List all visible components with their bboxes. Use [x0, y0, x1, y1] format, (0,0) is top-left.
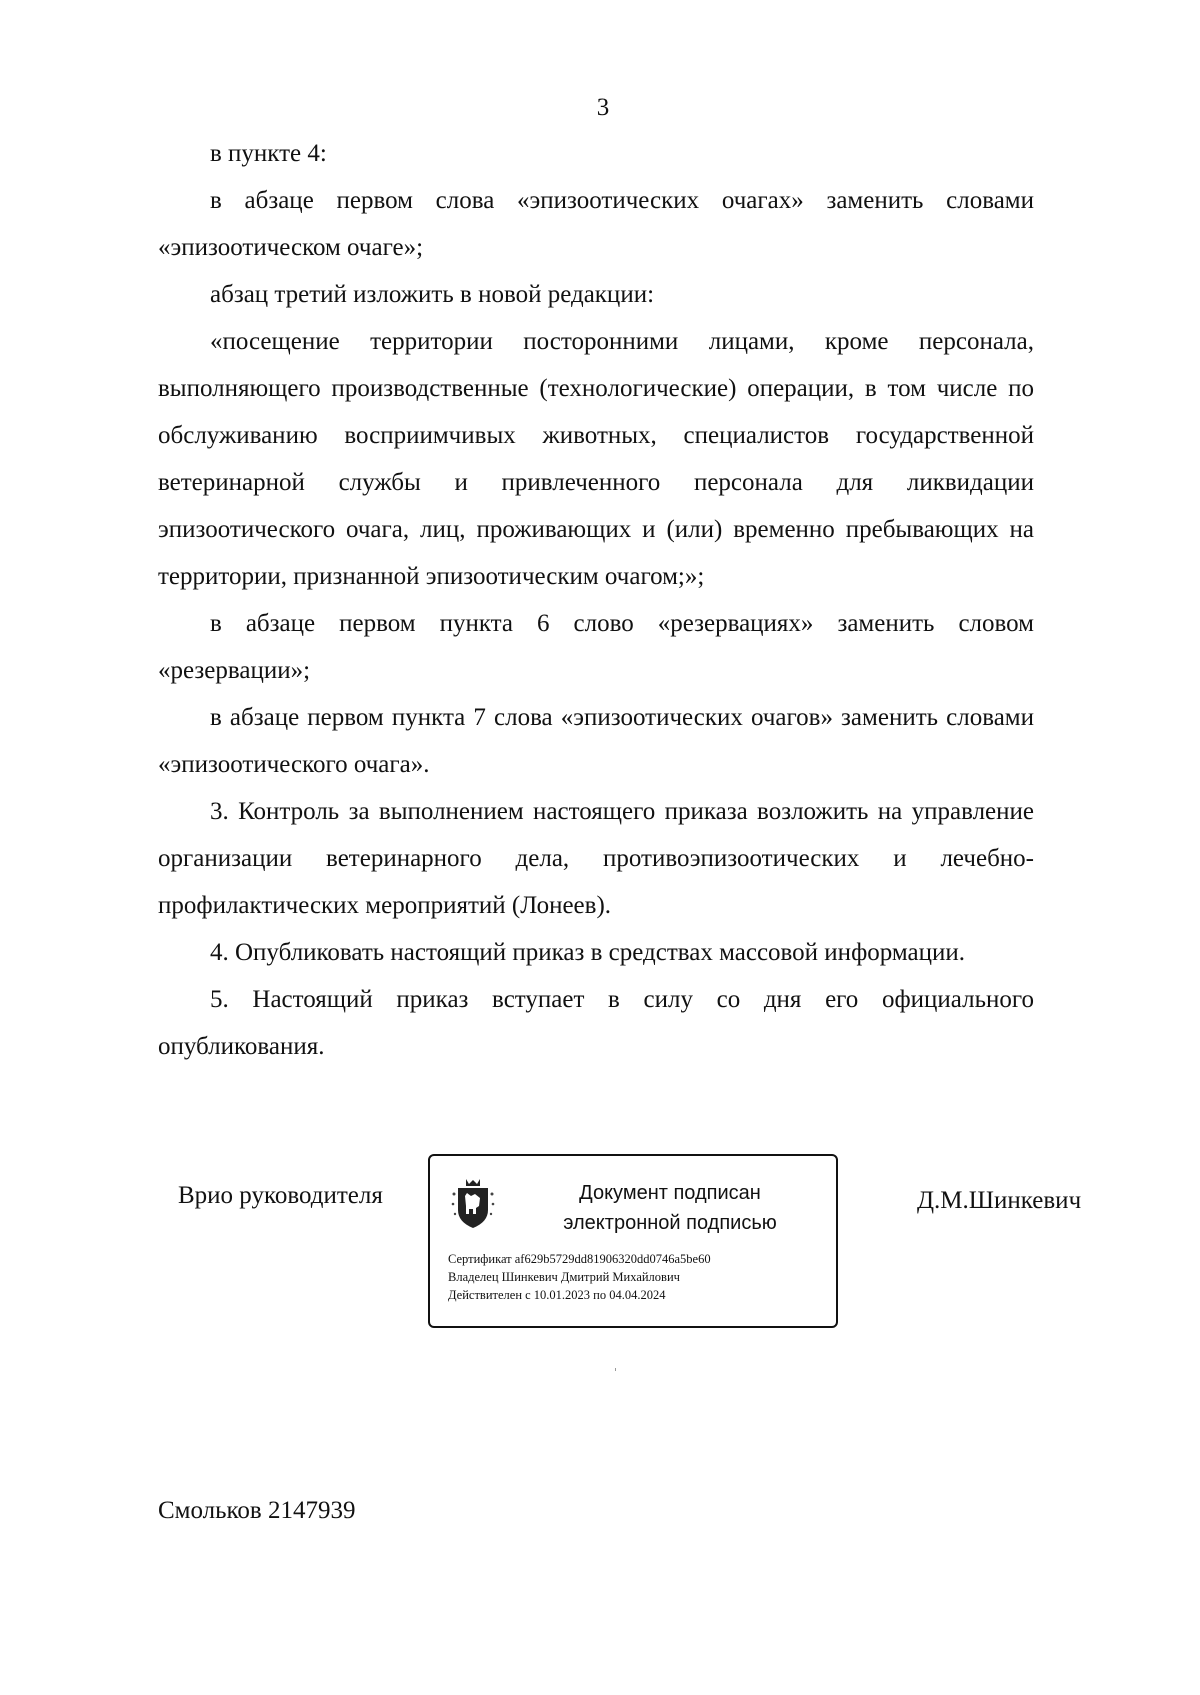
- page-number: 3: [596, 94, 610, 121]
- signer-name: Д.М.Шинкевич: [917, 1187, 1082, 1214]
- certificate-owner: Владелец Шинкевич Дмитрий Михайлович: [448, 1270, 680, 1284]
- certificate-validity: Действителен с 10.01.2023 по 04.04.2024: [448, 1288, 666, 1302]
- stamp-details: [448, 1250, 828, 1304]
- signer-position: Врио руководителя: [178, 1182, 383, 1209]
- electronic-signature-stamp: [428, 1154, 838, 1328]
- executor-info: Смольков 2147939: [158, 1497, 356, 1524]
- stamp-title: [540, 1178, 800, 1238]
- paragraph: 5. Настоящий приказ вступает в силу со дня его официального опубликования.: [158, 986, 1034, 1060]
- stamp-title-line: электронной подписью: [563, 1212, 777, 1234]
- paragraph: абзац третий изложить в новой редакции:: [210, 281, 655, 308]
- paragraph: в абзаце первом пункта 7 слова «эпизоотических очагов» заменить словами «эпизоотического очага».: [158, 704, 1034, 778]
- scan-mark: [615, 1368, 616, 1371]
- certificate-number: Сертификат af629b5729dd81906320dd0746a5be60: [448, 1252, 711, 1266]
- paragraph: в абзаце первом пункта 6 слово «резервациях» заменить словом «резервации»;: [158, 610, 1034, 684]
- paragraph: в пункте 4:: [210, 140, 327, 167]
- paragraph: «посещение территории посторонними лицами, кроме персонала, выполняющего производственные (технологические) операции, в том числе по обслуживанию восприимчивых животных, специалистов государственной ветеринарной службы и привлеченного персонала для ликвидации эпизоотического очага, лиц, проживающих и (или) временно пребывающих на территории, признанной эпизоотическим очагом;»;: [158, 328, 1034, 590]
- paragraph: 3. Контроль за выполнением настоящего приказа возложить на управление организации ветеринарного дела, противоэпизоотических и лечебно-профилактических мероприятий (Лонеев).: [158, 798, 1034, 919]
- paragraph: 4. Опубликовать настоящий приказ в средствах массовой информации.: [210, 939, 966, 966]
- stamp-title-line: Документ подписан: [579, 1182, 761, 1204]
- paragraph: в абзаце первом слова «эпизоотических очагах» заменить словами «эпизоотическом очаге»;: [158, 187, 1034, 261]
- document-body: [158, 130, 1034, 1070]
- coat-of-arms-icon: [450, 1176, 496, 1232]
